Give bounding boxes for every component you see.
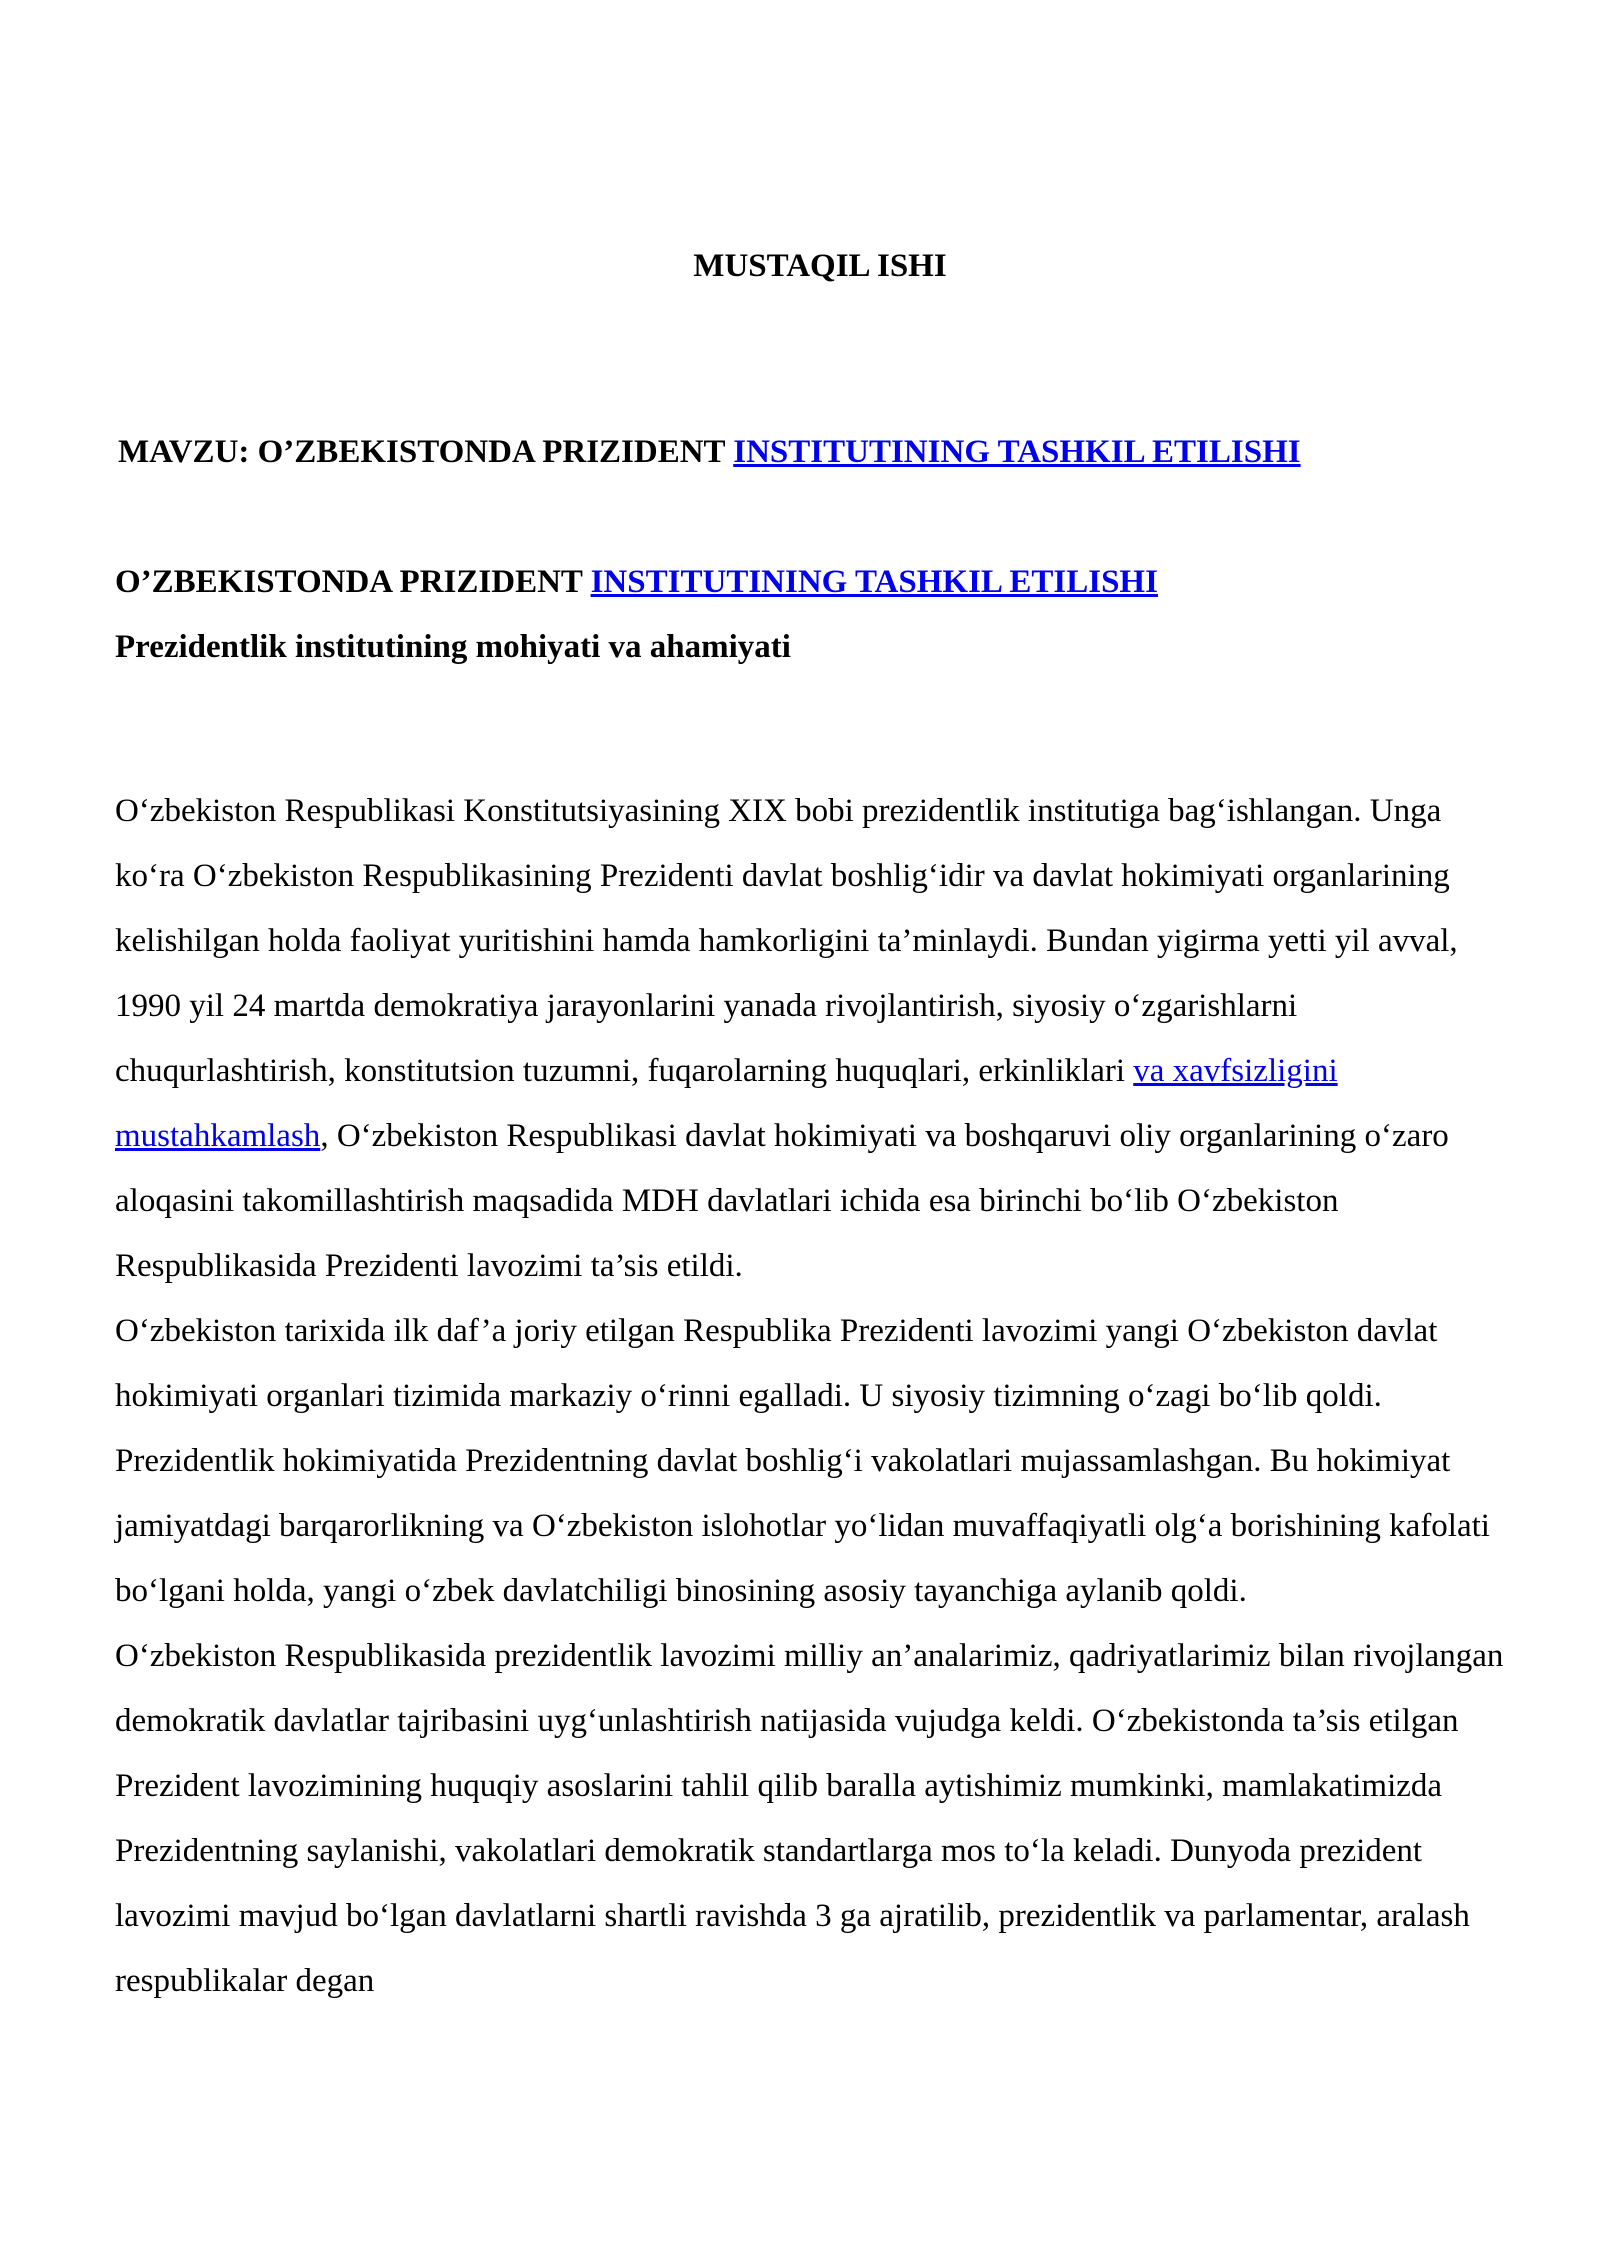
section-heading-link[interactable]: INSTITUTINING TASHKIL ETILISHI: [590, 564, 1158, 600]
document-title: MUSTAQIL ISHI: [693, 248, 947, 284]
paragraph-3: O‘zbekiston Respublikasida prezidentlik lavozimi milliy an’analarimiz, qadriyatlarimiz bilan rivojlangan demokratik davlatlar tajribasini uyg‘unlashtirish natijasida vujudga keldi. O‘zbekistonda ta’sis etilgan Prezident lavozimining huquqiy asoslarini tahlil qilib baralla aytishimiz mumkinki, mamlakatimizda Prezidentning saylanishi, vakolatlari demokratik standartlarga mos to‘la keladi. Dunyoda prezident lavozimi mavjud bo‘lgan davlatlarni shartli ravishda 3 ga ajratilib, prezidentlik va parlamentar, aralash respublikalar degan: [115, 1638, 1504, 1999]
section-heading: [115, 560, 1515, 604]
section-heading-prefix: O’ZBEKISTONDA PRIZIDENT: [115, 564, 591, 600]
security-link[interactable]: va xavfsizligini mustahkamlash: [115, 1053, 1338, 1154]
paragraph-1-text-after-link: , O‘zbekiston Respublikasi davlat hokimiyati va boshqaruvi oliy organlarining o‘zaro aloqasini takomillashtirish maqsadida MDH davlatlari ichida esa birinchi bo‘lib O‘zbekiston Respublikasida Prezidenti lavozimi ta’sis etildi.: [115, 1118, 1449, 1284]
topic-prefix: MAVZU: O’ZBEKISTONDA PRIZIDENT: [118, 434, 734, 470]
paragraph-1: [115, 779, 1505, 1299]
paragraph-2: O‘zbekiston tarixida ilk daf’a joriy etilgan Respublika Prezidenti lavozimi yangi O‘zbekiston davlat hokimiyati organlari tizimida markaziy o‘rinni egalladi. U siyosiy tizimning o‘zagi bo‘lib qoldi. Prezidentlik hokimiyatida Prezidentning davlat boshlig‘i vakolatlari mujassamlashgan. Bu hokimiyat jamiyatdagi barqarorlikning va O‘zbekiston islohotlar yo‘lidan muvaffaqiyatli olg‘a borishining kafolati bo‘lgani holda, yangi o‘zbek davlatchiligi binosining asosiy tayanchiga aylanib qoldi.: [115, 1313, 1490, 1609]
topic-link[interactable]: INSTITUTINING TASHKIL ETILISHI: [733, 434, 1301, 470]
subheading: Prezidentlik institutining mohiyati va ahamiyati: [115, 629, 791, 665]
body-text: [115, 779, 1505, 2014]
topic-heading: [118, 430, 1558, 474]
paragraph-1-text-before-link: O‘zbekiston Respublikasi Konstitutsiyasining XIX bobi prezidentlik institutiga bag‘ishlangan. Unga ko‘ra O‘zbekiston Respublikasining Prezidenti davlat boshlig‘idir va davlat hokimiyati organlarining kelishilgan holda faoliyat yuritishini hamda hamkorligini ta’minlaydi. Bundan yigirma yetti yil avval, 1990 yil 24 martda demokratiya jarayonlarini yanada rivojlantirish, siyosiy o‘zgarishlarni chuqurlashtirish, konstitutsion tuzumni, fuqarolarning huquqlari, erkinliklari: [115, 793, 1458, 1089]
